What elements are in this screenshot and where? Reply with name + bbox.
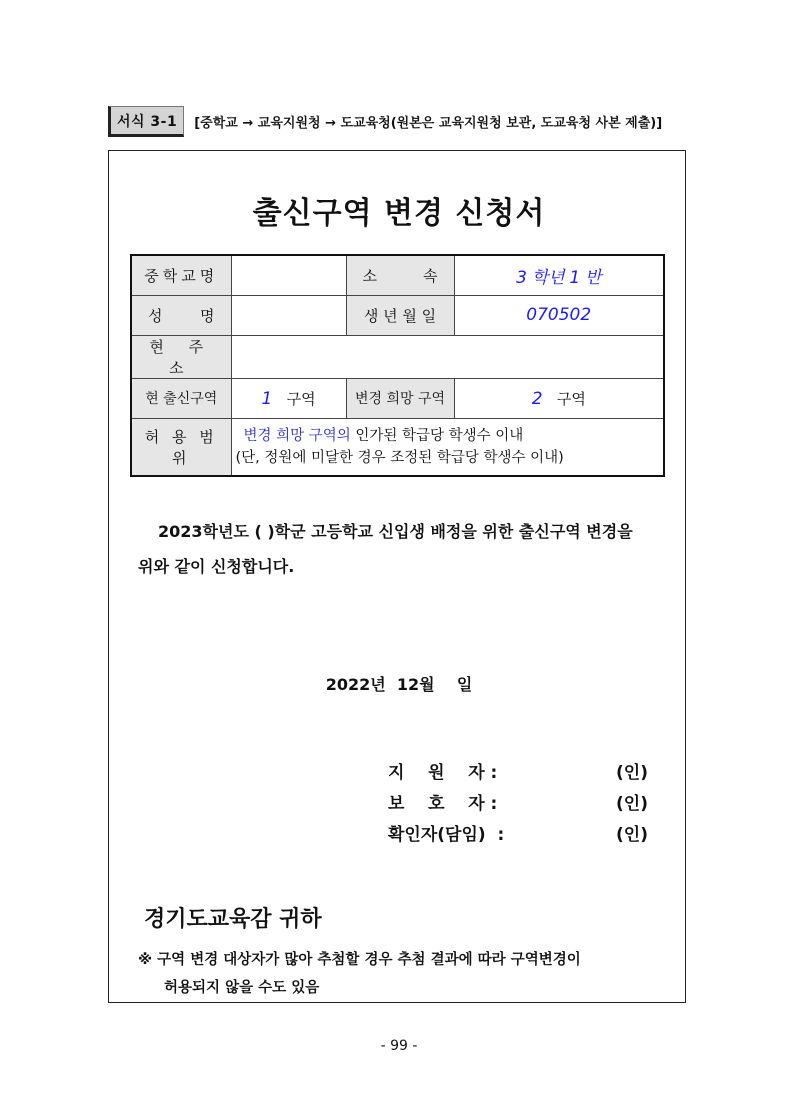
allowed-scope-text bbox=[231, 418, 664, 476]
school-name-field[interactable] bbox=[231, 255, 346, 295]
signature-guardian bbox=[388, 789, 648, 814]
form-number-tag: 서식 3-1 bbox=[108, 106, 184, 137]
birth-date-label: 생 년 월 일 bbox=[346, 295, 454, 335]
current-zone-field[interactable] bbox=[231, 378, 346, 418]
seal-mark[interactable]: (인) bbox=[616, 794, 648, 814]
table-row bbox=[131, 335, 664, 378]
address-field[interactable] bbox=[231, 335, 664, 378]
notice bbox=[138, 946, 668, 1002]
name-label: 성 명 bbox=[131, 295, 231, 335]
form-header bbox=[108, 106, 662, 137]
signature-applicant bbox=[388, 758, 648, 783]
current-zone-number: 1 bbox=[261, 388, 273, 409]
desired-zone-label: 변경 희망 구역 bbox=[346, 378, 454, 418]
birth-date-value: 070502 bbox=[526, 305, 592, 325]
signature-label: 보 호 자 : bbox=[388, 794, 498, 814]
application-date: 2022년 12월 일 bbox=[325, 675, 473, 694]
signature-label: 지 원 자 : bbox=[388, 763, 498, 783]
statement-line2: 위와 같이 신청합니다. bbox=[138, 557, 295, 576]
table-row bbox=[131, 255, 664, 295]
grade-text: 학년 bbox=[531, 267, 565, 288]
current-zone-label: 현 출신구역 bbox=[131, 378, 231, 418]
statement-line1: 2023학년도 ( )학군 고등학교 신입생 배정을 위한 출신구역 변경을 bbox=[158, 522, 633, 541]
signature-homeroom-teacher bbox=[388, 820, 648, 845]
allowed-scope-label: 허 용 범 위 bbox=[131, 418, 231, 476]
signature-label: 확인자(담임) : bbox=[388, 825, 505, 845]
notice-line1: ※ 구역 변경 대상자가 많아 추첨할 경우 추첨 결과에 따라 구역변경이 bbox=[138, 952, 581, 968]
addressee: 경기도교육감 귀하 bbox=[144, 907, 322, 932]
page-number: - 99 - bbox=[380, 1038, 418, 1054]
notice-line2: 허용되지 않을 수도 있음 bbox=[164, 980, 320, 996]
scope-line2: (단, 정원에 미달한 경우 조정된 학급당 학생수 이내) bbox=[235, 449, 564, 466]
name-field[interactable] bbox=[231, 295, 346, 335]
applicant-info-table bbox=[130, 254, 665, 477]
seal-mark[interactable]: (인) bbox=[616, 825, 648, 845]
scope-highlight: 변경 희망 구역의 bbox=[243, 427, 351, 444]
application-statement bbox=[138, 514, 668, 584]
submission-route: [중학교 → 교육지원청 → 도교육청(원본은 교육지원청 보관, 도교육청 사본 제출)] bbox=[194, 116, 663, 131]
scope-line1-rest: 인가된 학급당 학생수 이내 bbox=[350, 427, 524, 444]
table-row bbox=[131, 295, 664, 335]
desired-zone-number: 2 bbox=[531, 388, 543, 409]
class-number: 1 bbox=[569, 267, 581, 288]
desired-zone-unit: 구역 bbox=[556, 389, 586, 408]
table-row bbox=[131, 418, 664, 476]
birth-date-field[interactable] bbox=[454, 295, 664, 335]
seal-mark[interactable]: (인) bbox=[616, 763, 648, 783]
class-text: 반 bbox=[584, 267, 602, 288]
school-name-label: 중학교명 bbox=[131, 255, 231, 295]
address-label: 현 주 소 bbox=[131, 335, 231, 378]
document-title: 출신구역 변경 신청서 bbox=[252, 196, 546, 231]
affiliation-label: 소 속 bbox=[346, 255, 454, 295]
affiliation-field[interactable] bbox=[454, 255, 664, 295]
table-row bbox=[131, 378, 664, 418]
grade-number: 3 bbox=[516, 267, 527, 288]
current-zone-unit: 구역 bbox=[286, 389, 316, 408]
desired-zone-field[interactable] bbox=[454, 378, 664, 418]
